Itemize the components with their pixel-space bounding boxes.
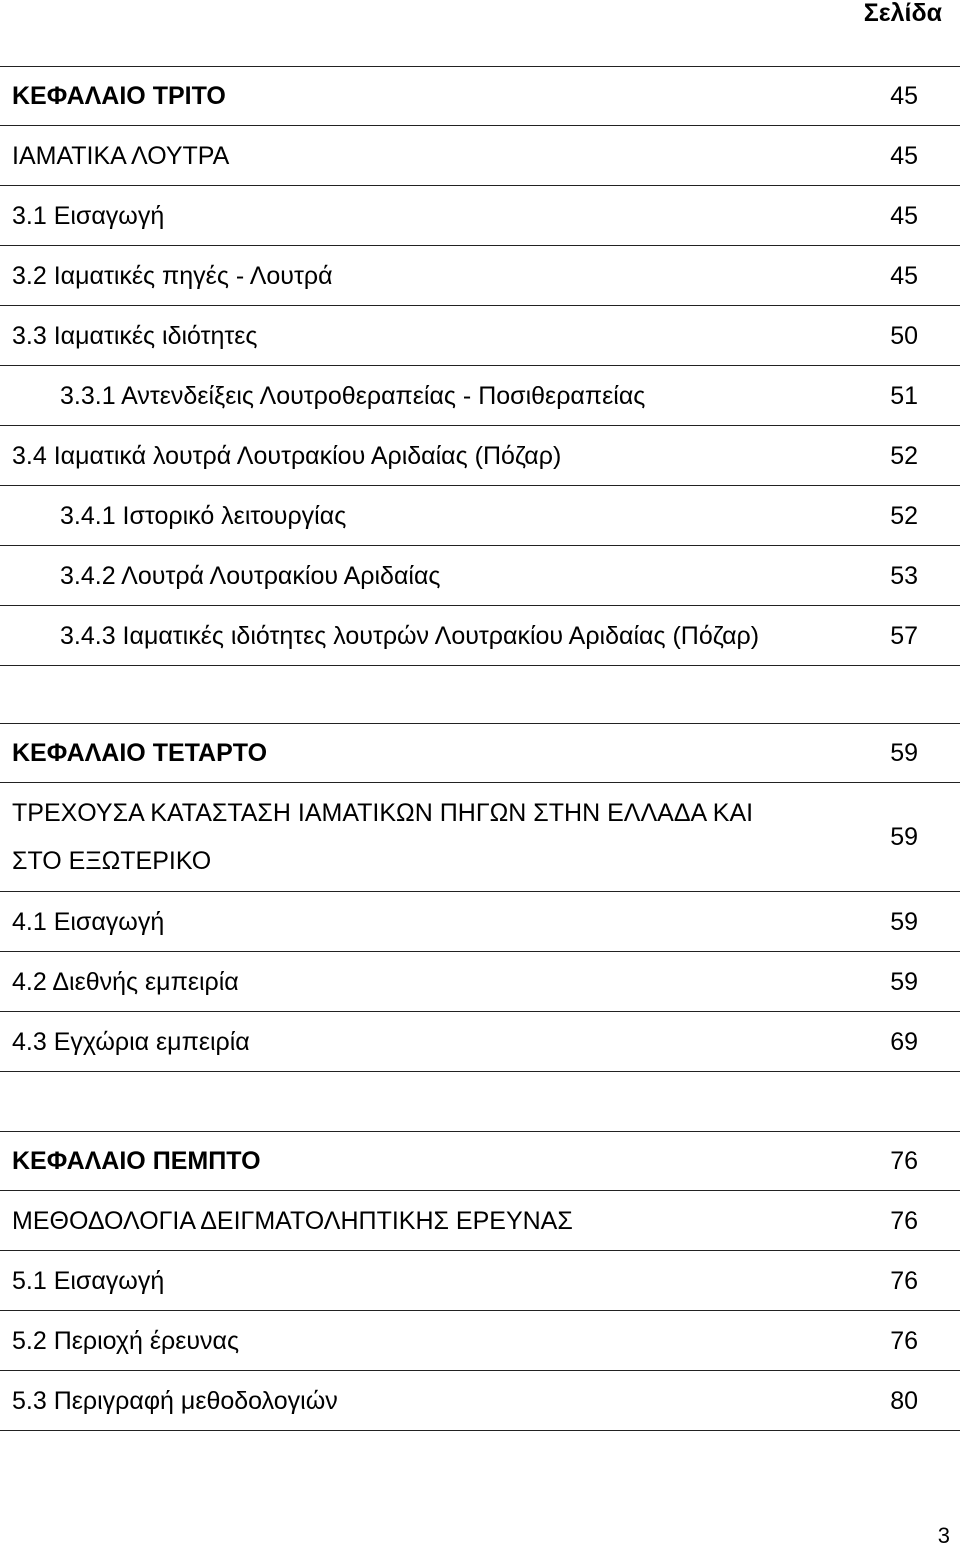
toc-entry[interactable]: [0, 126, 960, 186]
toc-entry-page: 45: [890, 261, 918, 290]
toc-entry[interactable]: [0, 1012, 960, 1072]
toc-entry-title: 3.4.2 Λουτρά Λουτρακίου Αριδαίας: [60, 561, 441, 590]
toc-entry-title: 3.4.1 Ιστορικό λειτουργίας: [60, 501, 347, 530]
toc-section: [0, 723, 960, 1072]
toc-entry-page: 53: [890, 561, 918, 590]
toc-section: [0, 66, 960, 666]
toc-section: [0, 1131, 960, 1431]
toc-entry-title: 3.1 Εισαγωγή: [12, 201, 165, 230]
toc-entry-title: ΚΕΦΑΛΑΙΟ ΠΕΜΠΤΟ: [12, 1147, 261, 1175]
toc-entry[interactable]: [0, 892, 960, 952]
toc-entry-page: 76: [890, 1206, 918, 1235]
toc-entry-page: 59: [890, 907, 918, 936]
toc-entry-page: 76: [890, 1147, 918, 1175]
toc-entry-title: 4.2 Διεθνής εμπειρία: [12, 967, 239, 996]
toc-entry-title: ΤΡΕΧΟΥΣΑ ΚΑΤΑΣΤΑΣΗ ΙΑΜΑΤΙΚΩΝ ΠΗΓΩΝ ΣΤΗΝ ΕΛΛΑΔΑ ΚΑΙ ΣΤΟ ΕΞΩΤΕΡΙΚΟ: [12, 799, 754, 875]
toc-entry-page: 59: [890, 967, 918, 996]
toc-entry-title: 4.1 Εισαγωγή: [12, 907, 165, 936]
toc-entry[interactable]: [0, 1311, 960, 1371]
toc-entry[interactable]: [0, 246, 960, 306]
toc-entry-title: 5.3 Περιγραφή μεθοδολογιών: [12, 1386, 338, 1415]
toc-entry[interactable]: [0, 1191, 960, 1251]
toc-entry-title: 4.3 Εγχώρια εμπειρία: [12, 1027, 250, 1056]
page-column-header: Σελίδα: [863, 0, 942, 27]
toc-entry-title: 3.2 Ιαματικές πηγές - Λουτρά: [12, 261, 333, 290]
toc-entry-title: 3.4.3 Ιαματικές ιδιότητες λουτρών Λουτρακίου Αριδαίας (Πόζαρ): [60, 621, 760, 650]
toc-entry-title: 3.3 Ιαματικές ιδιότητες: [12, 321, 258, 350]
toc-entry-page: 69: [890, 1027, 918, 1056]
toc-entry-title: ΜΕΘΟΔΟΛΟΓΙΑ ΔΕΙΓΜΑΤΟΛΗΠΤΙΚΗΣ ΕΡΕΥΝΑΣ: [12, 1206, 573, 1235]
toc-entry[interactable]: [0, 1251, 960, 1311]
toc-entry-page: 51: [890, 381, 918, 410]
toc-entry-page: 45: [890, 141, 918, 170]
toc-entry[interactable]: [0, 186, 960, 246]
toc-entry-title: ΚΕΦΑΛΑΙΟ ΤΕΤΑΡΤΟ: [12, 739, 268, 767]
toc-entry[interactable]: [0, 1131, 960, 1191]
toc-entry[interactable]: [0, 783, 960, 892]
toc-entry-page: 45: [890, 201, 918, 230]
toc-entry-page: 59: [890, 739, 918, 767]
toc-entry[interactable]: [0, 952, 960, 1012]
toc-entry-title: 5.1 Εισαγωγή: [12, 1266, 165, 1295]
toc-entry[interactable]: [0, 66, 960, 126]
toc-entry-page: 76: [890, 1326, 918, 1355]
toc-entry-page: 52: [890, 441, 918, 470]
toc-entry[interactable]: [0, 426, 960, 486]
toc-entry[interactable]: [0, 366, 960, 426]
toc-entry-page: 50: [890, 321, 918, 350]
toc-entry[interactable]: [0, 723, 960, 783]
toc-entry[interactable]: [0, 546, 960, 606]
toc-entry-title: 5.2 Περιοχή έρευνας: [12, 1326, 240, 1355]
toc-entry-page: 76: [890, 1266, 918, 1295]
page-number: 3: [937, 1523, 950, 1548]
toc-entry-page: 59: [890, 823, 918, 851]
toc-entry-page: 45: [890, 82, 918, 110]
toc-entry[interactable]: [0, 1371, 960, 1431]
toc-entry-title: ΙΑΜΑΤΙΚΑ ΛΟΥΤΡΑ: [12, 141, 230, 170]
toc-entry-page: 52: [890, 501, 918, 530]
toc-entry-page: 57: [890, 621, 918, 650]
toc-entry[interactable]: [0, 486, 960, 546]
toc-entry-title: 3.4 Ιαματικά λουτρά Λουτρακίου Αριδαίας (Πόζαρ): [12, 441, 562, 470]
toc-entry[interactable]: [0, 306, 960, 366]
toc-entry-page: 80: [890, 1386, 918, 1415]
toc-entry-title: ΚΕΦΑΛΑΙΟ ΤΡΙΤΟ: [12, 82, 226, 110]
toc-entry-title: 3.3.1 Αντενδείξεις Λουτροθεραπείας - Ποσιθεραπείας: [60, 381, 646, 410]
toc-entry[interactable]: [0, 606, 960, 666]
